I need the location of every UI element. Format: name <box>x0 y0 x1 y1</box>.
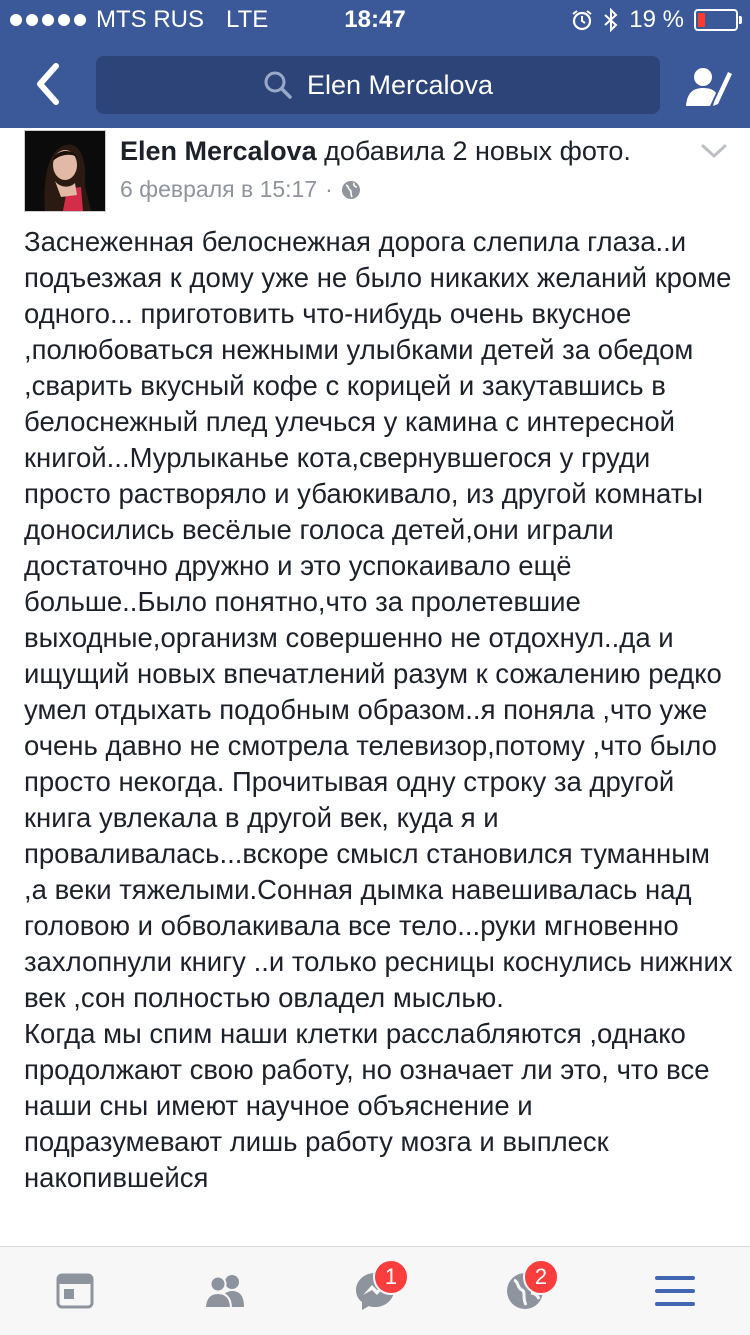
post-meta <box>120 176 361 203</box>
friend-requests-icon <box>202 1271 248 1311</box>
avatar-photo <box>25 131 105 211</box>
top-bar <box>0 0 750 128</box>
tab-menu[interactable] <box>635 1251 715 1331</box>
status-bar <box>0 0 750 40</box>
post-paragraph-2: Когда мы спим наши клетки расслабляются ,однако продолжают свою работу, но означает ли это, что все наши сны имеют научное объяснение и подразумевают лишь работу мозга и выплеск накопившейся <box>24 1018 710 1193</box>
globe-icon <box>341 180 361 200</box>
post-action-text: добавила 2 новых фото. <box>324 136 631 166</box>
post-paragraph-1: Заснеженная белоснежная дорога слепила глаза..и подъезжая к дому уже не было никаких желаний кроме одного... приготовить что-нибудь очень вкусное ,полюбоваться нежными улыбками детей за обедом ,сварить вкусный кофе с корицей и закутавшись в белоснежный плед улечься у камина с интересной книгой...Мурлыканье кота,свернувшегося у груди просто растворяло и убаюкивало, из другой комнаты доносились весёлые голоса детей,они играли достаточно дружно и это успокаивало ещё больше..Было понятно,что за пролетевшие выходные,организм совершенно не отдохнул..да и ищущий новых впечатлений разум к сожалению редко умел отдыхать подобным образом..я поняла ,что уже очень давно не смотрела телевизор,потому ,что было просто некогда. Прочитывая одну строку за другой книга увлекала в другой век, куда я и проваливалась...вскоре смысл становился туманным ,а веки тяжелыми.Сонная дымка навешивалась над головою и обволакивала все тело...руки мгновенно захлопнули книгу ..и только ресницы коснулись нижних век ,сон полностью овладел мыслью. <box>24 226 733 1013</box>
chevron-down-icon[interactable] <box>700 140 728 162</box>
news-feed-icon <box>55 1271 95 1311</box>
tab-friend-requests[interactable] <box>185 1251 265 1331</box>
notifications-badge: 2 <box>523 1259 559 1295</box>
edit-profile-icon[interactable] <box>684 62 734 112</box>
carrier-name: MTS RUS <box>96 6 204 33</box>
clock: 18:47 <box>344 6 406 33</box>
author-avatar[interactable] <box>24 130 106 212</box>
network-type: LTE <box>226 6 269 33</box>
menu-icon <box>655 1274 695 1308</box>
tab-messenger[interactable] <box>335 1251 415 1331</box>
bluetooth-icon <box>603 8 619 32</box>
back-arrow-icon[interactable] <box>22 54 82 114</box>
alarm-icon <box>571 9 593 31</box>
messenger-badge: 1 <box>373 1259 409 1295</box>
tab-notifications[interactable] <box>485 1251 565 1331</box>
post-date[interactable]: 6 февраля в 15:17 <box>120 176 318 202</box>
search-input[interactable] <box>96 56 660 114</box>
tab-news-feed[interactable] <box>35 1251 115 1331</box>
meta-separator: · <box>325 176 333 202</box>
search-query: Elen Mercalova <box>306 69 494 100</box>
post-author-line <box>120 136 631 167</box>
search-icon <box>263 70 293 100</box>
battery-icon <box>694 9 738 31</box>
author-name[interactable]: Elen Mercalova <box>120 136 317 166</box>
battery-percent: 19 % <box>629 6 684 33</box>
tab-bar <box>0 1246 750 1335</box>
status-icons <box>571 6 738 34</box>
post-text <box>24 224 734 1242</box>
